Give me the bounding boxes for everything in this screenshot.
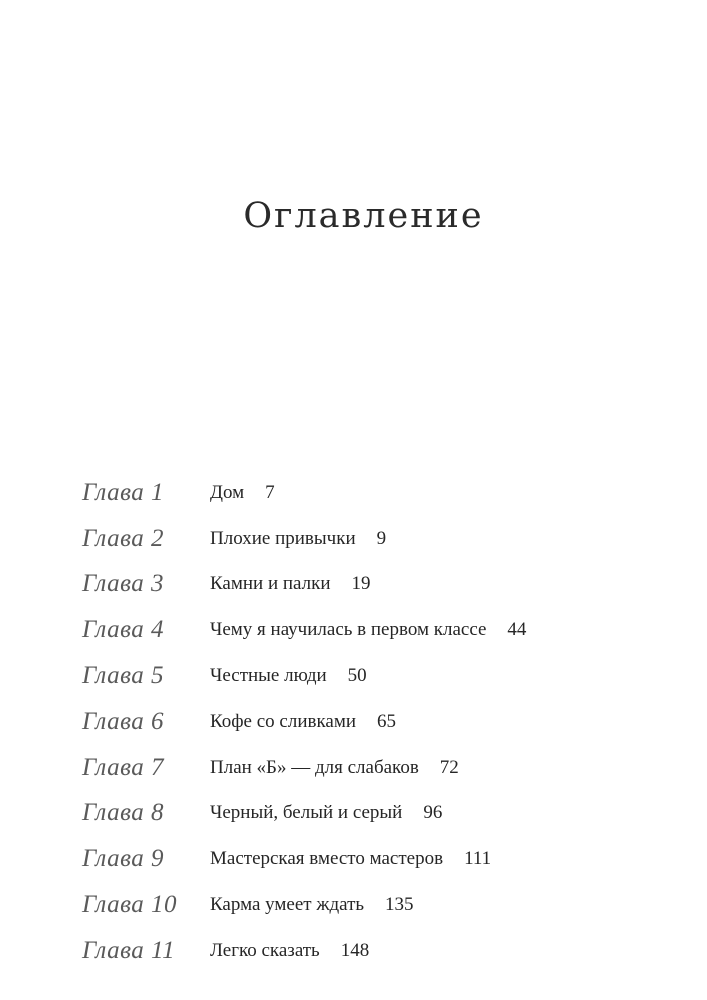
toc-entry	[82, 470, 526, 516]
chapter-label: Глава 9	[82, 845, 165, 873]
chapter-title: План «Б» — для слабаков	[210, 756, 419, 778]
chapter-title: Дом	[210, 481, 245, 503]
chapter-title: Карма умеет ждать	[210, 894, 365, 916]
chapter-page-number: 72	[439, 756, 459, 778]
chapter-label: Глава 7	[82, 753, 165, 781]
chapter-title: Мастерская вместо мастеров	[210, 848, 444, 870]
page-title: Оглавление	[243, 196, 484, 236]
chapter-page-number: 7	[265, 481, 275, 503]
toc-entry	[82, 882, 526, 928]
chapter-title: Кофе со сливками	[210, 710, 357, 732]
chapter-title: Легко сказать	[210, 939, 320, 961]
chapter-page-number: 44	[507, 619, 527, 641]
toc-entry	[82, 745, 526, 791]
chapter-label: Глава 2	[82, 524, 165, 552]
toc-entry	[82, 607, 526, 653]
chapter-label: Глава 3	[82, 570, 165, 598]
chapter-title: Честные люди	[210, 665, 327, 687]
chapter-title: Чему я научилась в первом классе	[210, 619, 487, 641]
chapter-page-number: 65	[377, 710, 397, 732]
chapter-title: Плохие привычки	[210, 527, 356, 549]
chapter-label: Глава 10	[82, 891, 178, 919]
chapter-page-number: 148	[340, 939, 370, 961]
chapter-label: Глава 11	[82, 936, 176, 964]
chapter-page-number: 19	[351, 573, 371, 595]
chapter-label: Глава 4	[82, 616, 165, 644]
toc-entry	[82, 928, 526, 974]
toc-entry	[82, 791, 526, 837]
table-of-contents	[82, 470, 526, 974]
chapter-page-number: 50	[347, 665, 367, 687]
chapter-label: Глава 8	[82, 799, 165, 827]
chapter-title: Черный, белый и серый	[210, 802, 403, 824]
chapter-page-number: 96	[423, 802, 443, 824]
toc-entry	[82, 516, 526, 562]
toc-entry	[82, 653, 526, 699]
chapter-title: Камни и палки	[210, 573, 331, 595]
chapter-page-number: 135	[385, 894, 414, 916]
toc-entry	[82, 562, 526, 608]
chapter-page-number: 111	[464, 848, 492, 870]
toc-entry	[82, 836, 526, 882]
chapter-page-number: 9	[376, 527, 387, 549]
chapter-label: Глава 6	[82, 707, 165, 735]
chapter-label: Глава 1	[82, 478, 165, 506]
chapter-label: Глава 5	[82, 662, 165, 690]
toc-entry	[82, 699, 526, 745]
